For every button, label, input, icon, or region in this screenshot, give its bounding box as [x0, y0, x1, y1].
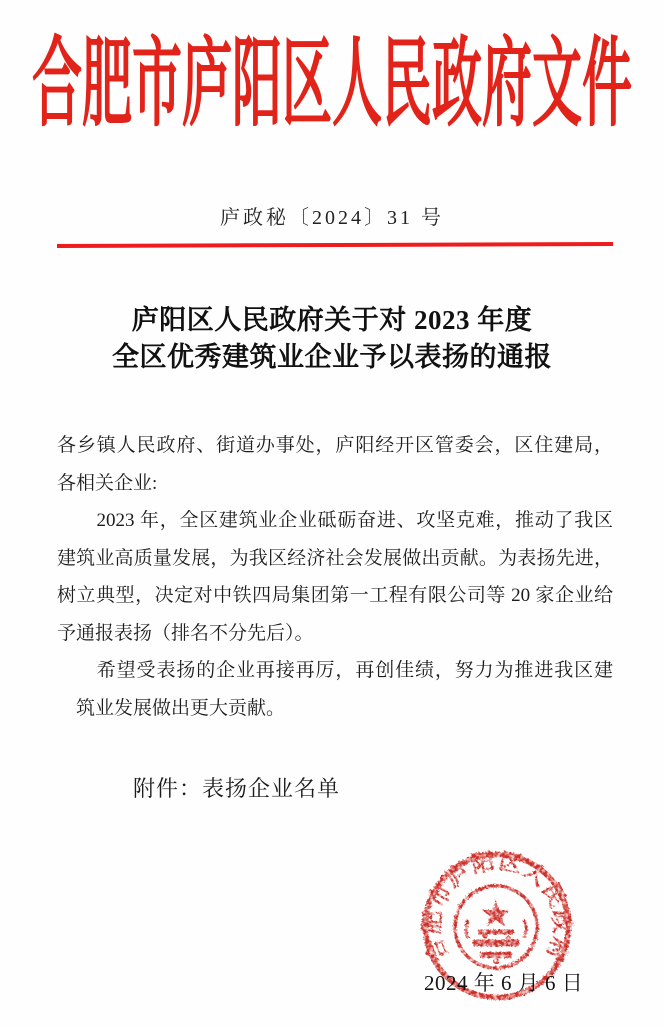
document-number: 庐政秘〔2024〕31 号	[220, 207, 444, 229]
title-line-2: 全区优秀建筑业企业予以表扬的通报	[112, 342, 552, 372]
official-seal	[419, 848, 575, 1004]
red-divider-line	[57, 242, 613, 248]
title-line-1: 庐阳区人民政府关于对 2023 年度	[131, 305, 533, 335]
document-body	[57, 427, 613, 727]
attachment-note: 附件：表扬企业名单	[133, 776, 341, 801]
body-text-line: 各乡镇人民政府、街道办事处，庐阳经开区管委会，区住建局，	[57, 435, 613, 456]
seal-national-emblem	[455, 886, 537, 968]
document-title	[0, 302, 664, 376]
body-text-line: 予通报表扬（排名不分先后）。	[57, 622, 314, 644]
document-date: 2024 年 6 月 6 日	[424, 971, 584, 995]
body-text-line: 2023 年，全区建筑业企业砥砺奋进、攻坚克难，推动了我区	[57, 510, 613, 531]
official-seal-graphic	[419, 848, 575, 1004]
seal-ring-text: 合肥市庐阳区人民政府	[419, 848, 575, 966]
body-text-line: 树立典型，决定对中铁四局集团第一工程有限公司等 20 家企业给	[57, 585, 613, 606]
body-text-line: 筑业发展做出更大贡献。	[57, 697, 286, 719]
body-text-line: 各相关企业:	[57, 472, 158, 494]
body-text-line: 希望受表扬的企业再接再厉，再创佳绩，努力为推进我区建	[57, 660, 613, 681]
red-letterhead-title: 合肥市庐阳区人民政府文件	[32, 29, 632, 139]
body-text-line: 建筑业高质量发展，为我区经济社会发展做出贡献。为表扬先进，	[57, 547, 613, 569]
